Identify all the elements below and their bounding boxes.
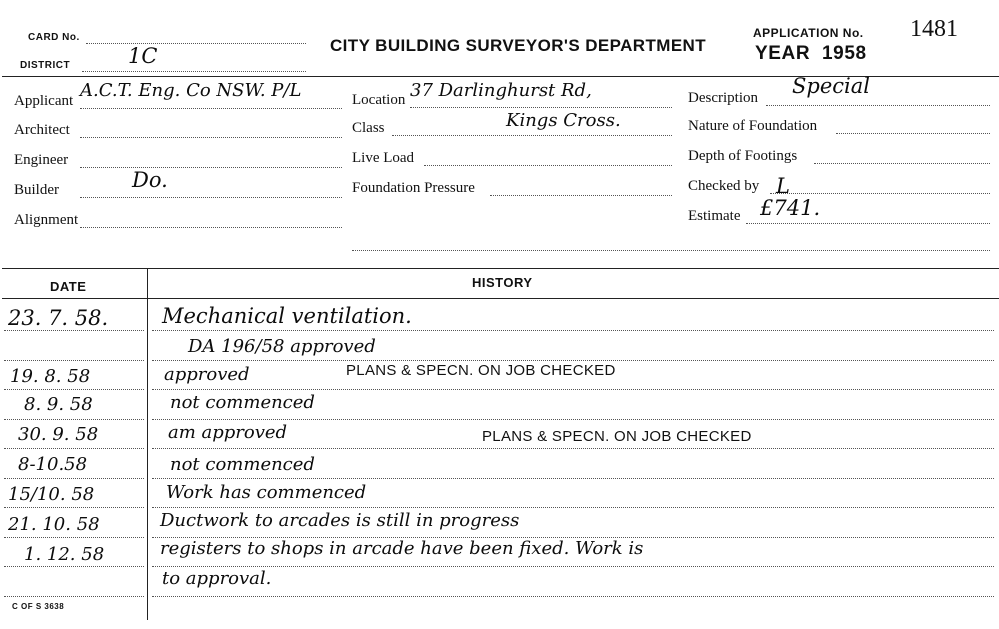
checked-by-value: L	[776, 174, 790, 198]
form-code: C OF S 3638	[12, 602, 65, 611]
history-date: 1. 12. 58	[24, 544, 105, 565]
live-load-label: Live Load	[352, 150, 415, 166]
card-no-label: CARD No.	[28, 32, 80, 43]
alignment-label: Alignment	[14, 212, 79, 228]
history-row-line	[4, 507, 144, 508]
history-row-line	[152, 419, 994, 420]
location-value-line1: 37 Darlinghurst Rd,	[410, 80, 592, 101]
applicant-line	[80, 108, 342, 109]
card-no-line	[86, 43, 306, 44]
history-date: 23. 7. 58.	[8, 306, 109, 330]
builder-line	[80, 197, 342, 198]
history-row-line	[152, 566, 994, 567]
engineer-line	[80, 167, 342, 168]
builder-label: Builder	[14, 182, 59, 198]
history-entry: approved	[164, 364, 250, 385]
checked-by-label: Checked by	[688, 178, 760, 194]
district-label: DISTRICT	[20, 60, 71, 71]
history-row-line	[4, 478, 144, 479]
architect-label: Architect	[14, 122, 70, 138]
history-header-rule	[2, 298, 999, 299]
year-value: 1958	[822, 43, 867, 64]
foundation-pressure-label: Foundation Pressure	[352, 180, 475, 196]
history-entry: Mechanical ventilation.	[162, 304, 412, 328]
history-row-line	[4, 419, 144, 420]
district-value: 1C	[128, 44, 158, 68]
history-entry: to approval.	[162, 568, 272, 589]
date-header: DATE	[50, 279, 87, 294]
history-entry: am approved	[168, 422, 288, 443]
nature-line	[836, 133, 990, 134]
foundation-pressure-line	[490, 195, 672, 196]
history-row-line	[4, 566, 144, 567]
history-entry: not commenced	[170, 454, 315, 475]
history-top-rule	[2, 268, 999, 269]
location-label: Location	[352, 92, 406, 108]
history-entry: registers to shops in arcade have been fixed. Work is	[160, 538, 644, 559]
history-row-line	[152, 330, 994, 331]
description-line	[766, 105, 990, 106]
history-stamp: PLANS & SPECN. ON JOB CHECKED	[346, 362, 616, 379]
description-value: Special	[792, 74, 870, 98]
history-row-line	[4, 448, 144, 449]
class-line	[392, 135, 672, 136]
history-stamp: PLANS & SPECN. ON JOB CHECKED	[482, 428, 752, 445]
history-date: 8. 9. 58	[24, 394, 93, 415]
history-header: HISTORY	[472, 275, 533, 290]
history-row-line	[152, 389, 994, 390]
estimate-value: £741.	[760, 196, 821, 220]
history-date: 19. 8. 58	[10, 366, 91, 387]
depth-line	[814, 163, 990, 164]
alignment-line	[80, 227, 342, 228]
year-label: YEAR	[755, 43, 811, 64]
history-entry: DA 196/58 approved	[188, 336, 376, 357]
history-row-line	[4, 596, 144, 597]
history-row-line	[152, 478, 994, 479]
checked-line	[770, 193, 990, 194]
history-entry: not commenced	[170, 392, 315, 413]
location-line	[410, 107, 672, 108]
nature-of-foundation-label: Nature of Foundation	[688, 118, 818, 134]
application-label: APPLICATION No.	[753, 26, 864, 40]
history-entry: Ductwork to arcades is still in progress	[160, 510, 520, 531]
date-column-rule	[147, 268, 148, 620]
history-date: 15/10. 58	[8, 484, 95, 505]
description-label: Description	[688, 90, 758, 106]
blank-line-top	[352, 250, 990, 251]
history-row-line	[152, 360, 994, 361]
engineer-label: Engineer	[14, 152, 69, 168]
class-label: Class	[352, 120, 385, 136]
architect-line	[80, 137, 342, 138]
history-row-line	[152, 507, 994, 508]
history-row-line	[4, 389, 144, 390]
history-row-line	[4, 330, 144, 331]
district-line	[82, 71, 306, 72]
history-row-line	[4, 360, 144, 361]
history-row-line	[4, 537, 144, 538]
history-date: 21. 10. 58	[8, 514, 100, 535]
location-value-line2: Kings Cross.	[506, 110, 621, 131]
history-date: 30. 9. 58	[18, 424, 99, 445]
depth-of-footings-label: Depth of Footings	[688, 148, 798, 164]
history-entry: Work has commenced	[166, 482, 367, 503]
application-number: 1481	[910, 16, 958, 42]
builder-value: Do.	[132, 168, 168, 192]
history-date: 8-10.58	[18, 454, 88, 475]
applicant-label: Applicant	[14, 93, 74, 109]
estimate-label: Estimate	[688, 208, 741, 224]
live-load-line	[424, 165, 672, 166]
history-row-line	[152, 448, 994, 449]
applicant-value: A.C.T. Eng. Co NSW. P/L	[80, 80, 302, 101]
department-title: CITY BUILDING SURVEYOR'S DEPARTMENT	[330, 36, 707, 55]
estimate-line	[746, 223, 990, 224]
history-row-line	[152, 596, 994, 597]
